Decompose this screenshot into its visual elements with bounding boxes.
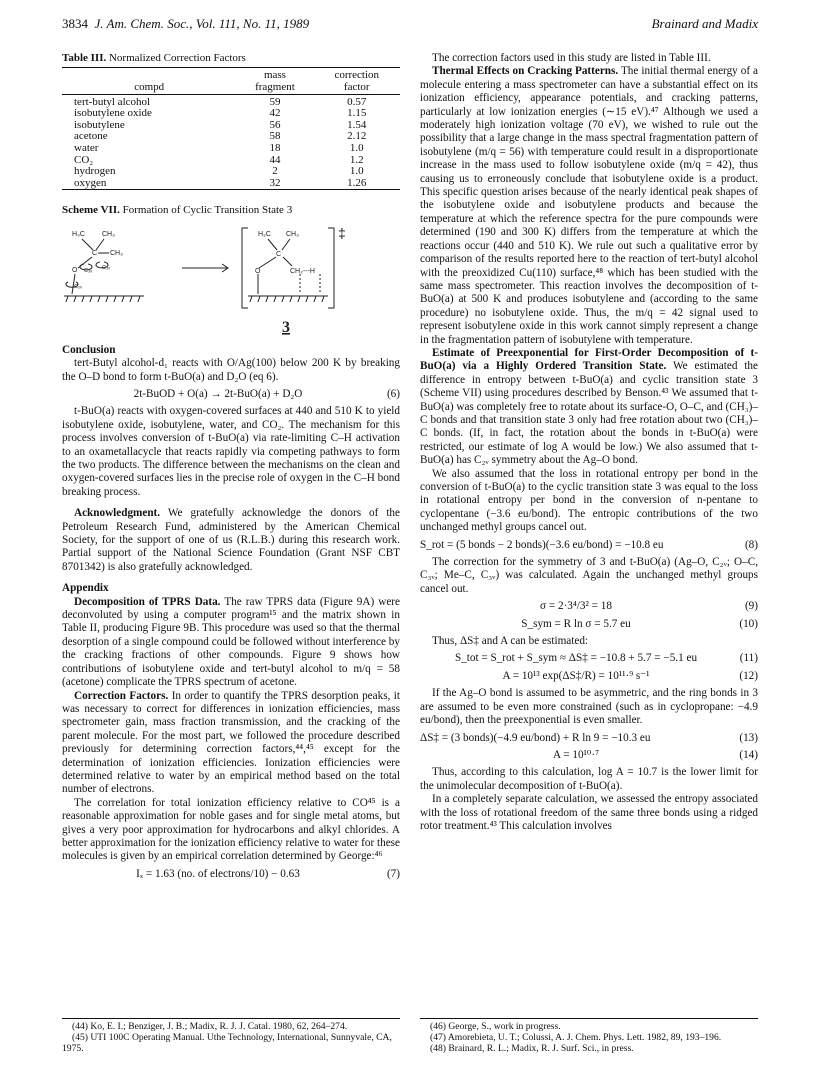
th-mass-1: mass bbox=[263, 69, 286, 82]
footnote-rule-left bbox=[62, 1018, 400, 1019]
equation-9-body: σ = 2·3⁴/3² = 18 bbox=[540, 600, 612, 613]
acknowledgment-paragraph bbox=[62, 507, 400, 574]
cell-correction-factor: 1.0 bbox=[349, 165, 364, 178]
ts-label-o: O bbox=[255, 267, 261, 275]
footnote: (45) UTI 100C Operating Manual. Uthe Technology, International, Sunnyvale, CA, 1975. bbox=[62, 1032, 392, 1054]
page-journal bbox=[62, 16, 309, 32]
cell-correction-factor: 1.0 bbox=[349, 141, 364, 154]
cell-mass-fragment: 42 bbox=[269, 107, 281, 120]
scheme-caption bbox=[62, 204, 400, 217]
table-title: Normalized Correction Factors bbox=[108, 52, 246, 64]
ts-label-ch2h: CH₂---H bbox=[290, 267, 315, 275]
scheme-title: Formation of Cyclic Transition State 3 bbox=[122, 204, 293, 217]
footnotes-left bbox=[62, 1018, 400, 1054]
equation-8-number: (8) bbox=[744, 538, 758, 551]
th-mass-2: fragment bbox=[255, 81, 295, 93]
correction-factors-text: In order to quantify the TPRS desorption peaks, it was necessary to correct for differences in ionization efficiencies, mass spectrometer gain, mass fraction transmission, and the cracking of the parent molecule. For the most part, we followed the procedure described previously for determining correction factors,⁴⁴,⁴⁵ except for the determination of ionization efficiencies. Ionization efficiencies were determined relative to water by an empirical method based on the total number of electrons. bbox=[62, 689, 400, 796]
equation-12-number: (12) bbox=[739, 669, 758, 682]
correction-factors-heading: Correction Factors. bbox=[74, 689, 169, 702]
equation-6-body: 2t-BuOD + O(a) → 2t-BuO(a) + D₂O bbox=[133, 387, 303, 400]
appendix-heading: Appendix bbox=[62, 582, 109, 595]
acknowledgment-text: We gratefully acknowledge the donors of the Petroleum Research Fund, administered by the American Chemical Society, for the support of one of us (R.L.B.) during this research work. Partial support of the National Science Foundation (Grant NSF CBT 8701342) is also gratefully acknowledged. bbox=[62, 507, 400, 573]
label-ch3-top-left: CH₃ bbox=[102, 230, 115, 238]
cell-compd: water bbox=[74, 141, 99, 154]
ts-dagger: ‡ bbox=[338, 224, 346, 241]
footnote-list-left bbox=[62, 1021, 400, 1054]
cell-mass-fragment: 56 bbox=[269, 118, 281, 131]
running-header bbox=[62, 16, 758, 32]
cell-mass-fragment: 18 bbox=[269, 141, 281, 154]
bond-h3c-c bbox=[82, 239, 93, 250]
bracket-left bbox=[242, 228, 248, 308]
rotational-loss-paragraph: We also assumed that the loss in rotational entropy per bond in the conversion of t-BuO(a) to the cyclic transition state 3 was equal to the loss in rotational entropy per bond in the conversion of n-pentane to cyclopentane (−3.6 eu/bond). The entropic contributions of the two unchanged methyl groups cancel out. bbox=[420, 467, 758, 534]
equation-8 bbox=[420, 539, 758, 552]
equation-9 bbox=[420, 600, 758, 613]
ionization-paragraph: The correlation for total ionization efficiency relative to CO⁴⁵ is a reasonable approximation for noble gases and for single metal atoms, but gives a very poor approximation for hydrocarbons and alkyl chlorides. A better approximation for the ionization efficiency relative to water for these molecules is given by an empirical correlation determined by George:⁴⁶ bbox=[62, 796, 401, 863]
ts-bond-c-o bbox=[259, 257, 276, 268]
ts-bond-c-ch2 bbox=[283, 257, 292, 266]
cell-compd: CO₂ bbox=[74, 153, 94, 166]
table-row bbox=[62, 178, 400, 190]
equation-11-body: S_tot = S_rot + S_sym ≈ ΔS‡ = −10.8 + 5.7 = −5.1 eu bbox=[454, 652, 698, 665]
equation-7 bbox=[62, 868, 400, 881]
compound-number-3: 3 bbox=[282, 318, 290, 336]
footnotes-right bbox=[420, 1018, 758, 1054]
cell-compd: isobutylene oxide bbox=[74, 107, 152, 120]
footnote: (48) Brainard, R. L.; Madix, R. J. Surf. Sci., in press. bbox=[430, 1043, 634, 1054]
label-ch3-side-left: CH₃ bbox=[110, 249, 123, 257]
label-c3v-a: C₃ᵥ bbox=[84, 267, 92, 274]
table-row bbox=[62, 166, 400, 178]
equation-9-number: (9) bbox=[744, 600, 758, 613]
lower-limit-paragraph: Thus, according to this calculation, log A = 10.7 is the lower limit for the unimolecular decomposition of t-BuO(a). bbox=[420, 766, 758, 792]
ts-bond-h3c-c bbox=[268, 239, 277, 250]
cell-correction-factor: 1.15 bbox=[347, 107, 367, 120]
right-column bbox=[420, 52, 758, 833]
label-c-left: C bbox=[92, 249, 98, 257]
equation-14-body: A = 10¹⁰·⁷ bbox=[552, 748, 600, 761]
tprs-text: The raw TPRS data (Figure 9A) were deconvoluted by using a computer program¹⁵ and the matrix shown in Table II, producing Figure 9B. This procedure was used so that the thermal desorption of a single compound could be followed without interference by the cracking fractions of other compounds. Figure 9 shows how contributions of isobutylene oxide and tert-butyl alcohol to m/q = 58 (acetone) complicate the TPRS spectrum of acetone. bbox=[62, 595, 400, 689]
table-reference-paragraph: The correction factors used in this study are listed in Table III. bbox=[432, 52, 711, 64]
equation-6-number: (6) bbox=[386, 387, 400, 400]
estimate-heading: Estimate of Preexponential for First-Order Decomposition of t-BuO(a) via a Highly Ordered Transition State. bbox=[420, 346, 758, 373]
equation-13-number: (13) bbox=[739, 731, 758, 744]
cell-mass-fragment: 59 bbox=[269, 95, 281, 108]
cell-correction-factor: 1.54 bbox=[347, 118, 367, 131]
table-row bbox=[62, 143, 400, 155]
table-header-row-2 bbox=[62, 82, 400, 94]
equation-7-body: Iₓ = 1.63 (no. of electrons/10) − 0.63 bbox=[136, 867, 300, 880]
cell-compd: acetone bbox=[74, 130, 108, 143]
estimate-text: We estimated the difference in entropy between t-BuO(a) and cyclic transition state 3 (Scheme VII) using procedures described by Benson.⁴³ We assumed that t-BuO(a) was completely free to rotate about its surface-O, O–C, and (CH₃)–C bonds and that transition state 3 only had free rotation about two (CH₃)–C bonds. (If, in fact, the rotation about the bonds in t-BuO(a) were restricted, our estimate of log A would be low.) We also assumed that t-BuO(a) has C₂ᵥ symmetry about the Ag–O bond. bbox=[420, 360, 758, 467]
table-row bbox=[62, 94, 400, 108]
page-number: 3834 bbox=[62, 16, 88, 31]
cell-compd: hydrogen bbox=[74, 165, 116, 178]
footnote: (46) George, S., work in progress. bbox=[430, 1021, 561, 1032]
equation-8-body: S_rot = (5 bonds − 2 bonds)(−3.6 eu/bond) = −10.8 eu bbox=[420, 538, 664, 551]
ts-label-c: C bbox=[276, 250, 282, 258]
equation-10-body: S_sym = R ln σ = 5.7 eu bbox=[521, 617, 631, 630]
author-names: Brainard and Madix bbox=[651, 16, 758, 31]
table-header-row bbox=[62, 68, 400, 82]
label-c3v-b: C₃ᵥ bbox=[102, 264, 110, 271]
cell-correction-factor: 1.2 bbox=[349, 153, 364, 166]
equation-13 bbox=[420, 732, 758, 745]
cell-compd: tert-butyl alcohol bbox=[74, 95, 151, 108]
equation-12-body: A = 10¹³ exp(ΔS‡/R) = 10¹¹·⁹ s⁻¹ bbox=[502, 669, 650, 682]
table-caption bbox=[62, 52, 400, 65]
cell-mass-fragment: 32 bbox=[269, 176, 281, 189]
bond-ch3-c bbox=[96, 239, 104, 250]
conclusion-paragraph-2: t-BuO(a) reacts with oxygen-covered surfaces at 440 and 510 K to yield isobutylene oxide, isobutylene, water, and CO₂. The mechanism for this process involves conversion of t-BuO(a) via rate-limiting C–H activation to an oxametallacycle that reacts rapidly via competing pathways to form the two products. The difference between the mechanisms on the clean and oxygen-covered surfaces lies in the precise role of oxygen in the C–H bond breaking process. bbox=[62, 405, 400, 498]
cell-compd: isobutylene bbox=[74, 118, 125, 131]
footnote-list-right bbox=[420, 1021, 758, 1054]
symmetry-paragraph: The correction for the symmetry of 3 and t-BuO(a) (Ag–O, C₂ᵥ; O–C, C₃ᵥ; Me–C, C₃ᵥ) was calculated. Again the unchanged methyl groups cancel out. bbox=[420, 556, 758, 595]
th-corr-2: factor bbox=[343, 81, 370, 93]
scheme-vii-figure bbox=[62, 222, 400, 340]
cell-mass-fragment: 44 bbox=[269, 153, 281, 166]
table-label: Table III. bbox=[62, 52, 107, 64]
correction-factors-table bbox=[62, 67, 400, 189]
cell-correction-factor: 0.57 bbox=[347, 95, 367, 108]
footnote-rule-right bbox=[420, 1018, 758, 1019]
th-compd: compd bbox=[134, 81, 165, 93]
conclusion-paragraph-1: tert-Butyl alcohol-d₁ reacts with O/Ag(100) below 200 K by breaking the O–D bond to form t-BuO(a) and D₂O (eq 6). bbox=[62, 357, 400, 383]
separate-calculation-paragraph: In a completely separate calculation, we assessed the entropy associated with the loss of rotational freedom of the same three bonds using a ridged rotor treatment.⁴³ This calculation involves bbox=[420, 793, 758, 832]
equation-13-body: ΔS‡ = (3 bonds)(−4.9 eu/bond) + R ln 9 = −10.3 eu bbox=[420, 731, 651, 744]
bracket-right bbox=[328, 228, 334, 308]
equation-14-number: (14) bbox=[739, 748, 758, 761]
th-corr-1: correction bbox=[334, 69, 380, 82]
label-h3c-left: H₃C bbox=[72, 230, 85, 238]
cell-correction-factor: 1.26 bbox=[347, 176, 367, 189]
table-body bbox=[62, 94, 400, 189]
equation-10 bbox=[420, 618, 758, 631]
footnote: (44) Ko, E. I.; Benziger, J. B.; Madix, R. J. J. Catal. 1980, 62, 264–274. bbox=[72, 1021, 348, 1032]
scheme-label: Scheme VII. bbox=[62, 204, 120, 217]
th-blank bbox=[62, 68, 236, 82]
label-c2v: C₂ᵥ bbox=[74, 283, 82, 290]
scheme-drawing bbox=[62, 222, 400, 340]
thermal-effects-heading: Thermal Effects on Cracking Patterns. bbox=[432, 65, 619, 78]
ts-bond-ch3-c bbox=[282, 239, 290, 250]
equation-14 bbox=[420, 749, 758, 762]
table-bottom-rule bbox=[62, 189, 400, 190]
label-o-left: O bbox=[72, 266, 78, 274]
ts-label-h3c: H₃C bbox=[258, 230, 271, 238]
equation-10-number: (10) bbox=[739, 617, 758, 630]
tprs-heading: Decomposition of TPRS Data. bbox=[74, 595, 221, 608]
estimate-paragraph bbox=[420, 347, 758, 468]
tprs-paragraph bbox=[62, 596, 400, 690]
cell-mass-fragment: 2 bbox=[272, 165, 278, 178]
asymmetric-paragraph: If the Ag–O bond is assumed to be asymmetric, and the ring bonds in 3 are assumed to be even more constrained (such as in cyclopropane: −4.9 eu/bond), then the preexponential is even smaller. bbox=[420, 687, 758, 727]
cell-mass-fragment: 58 bbox=[269, 130, 281, 143]
conclusion-heading: Conclusion bbox=[62, 343, 116, 356]
estimate-intro-paragraph: Thus, ΔS‡ and A can be estimated: bbox=[432, 635, 589, 648]
equation-11 bbox=[420, 652, 758, 665]
equation-11-number: (11) bbox=[739, 652, 758, 665]
left-column bbox=[62, 52, 400, 885]
acknowledgment-heading: Acknowledgment. bbox=[74, 507, 161, 520]
equation-12 bbox=[420, 670, 758, 683]
ts-label-ch3: CH₃ bbox=[286, 230, 299, 238]
footnote: (47) Amorebieta, U. T.; Colussi, A. J. Chem. Phys. Lett. 1982, 89, 193–196. bbox=[430, 1032, 722, 1043]
thermal-effects-paragraph bbox=[420, 65, 758, 347]
cell-correction-factor: 2.12 bbox=[347, 130, 367, 143]
thermal-effects-text: The initial thermal energy of a molecule entering a mass spectrometer can have a substantial effect on its ionization efficiency, appearance potentials, and cracking patterns, particularly at low ionization energies (∼15 eV).⁴⁷ Although we used a moderately high ionization voltage (70 eV), we wished to rule out the possibility that a large change in the mass spectral fragmentation pattern of isobutylene (m/q = 56) with temperature could result in a disproportionate increase in the mass used to follow isobutylene oxide (m/q = 42), thus causing us to erroneously conclude that isobutylene oxide is a product. This specific question arises because of the nearly identical peak shapes of the isobutylene oxide and isobutylene products and because the temperature at which the reference spectra for the pure compounds were determined (190 and 300 K) differs from the temperature at which the reactions occur (440 and 510 K). We rule out such a qualitative error by comparison of the results reported here to the reaction of tert-butyl alcohol with the preoxidized Cu(110) surface,⁴⁸ which has been studied with the same mass spectrometer. This reaction involves the decomposition of t-BuO(a) at 500 K and produces isobutylene and (according to the same procedure) no isobutylene oxide. Thus, the m/q = 42 signal used to represent isobutylene oxide in this work cannot simply represent a change in the fragmentation pattern of isobutylene with temperature. bbox=[420, 65, 758, 346]
equation-6 bbox=[62, 388, 400, 401]
equation-7-number: (7) bbox=[386, 867, 400, 880]
journal-citation: J. Am. Chem. Soc., Vol. 111, No. 11, 1989 bbox=[94, 16, 310, 31]
correction-factors-paragraph bbox=[62, 690, 400, 797]
cell-compd: oxygen bbox=[74, 176, 107, 189]
